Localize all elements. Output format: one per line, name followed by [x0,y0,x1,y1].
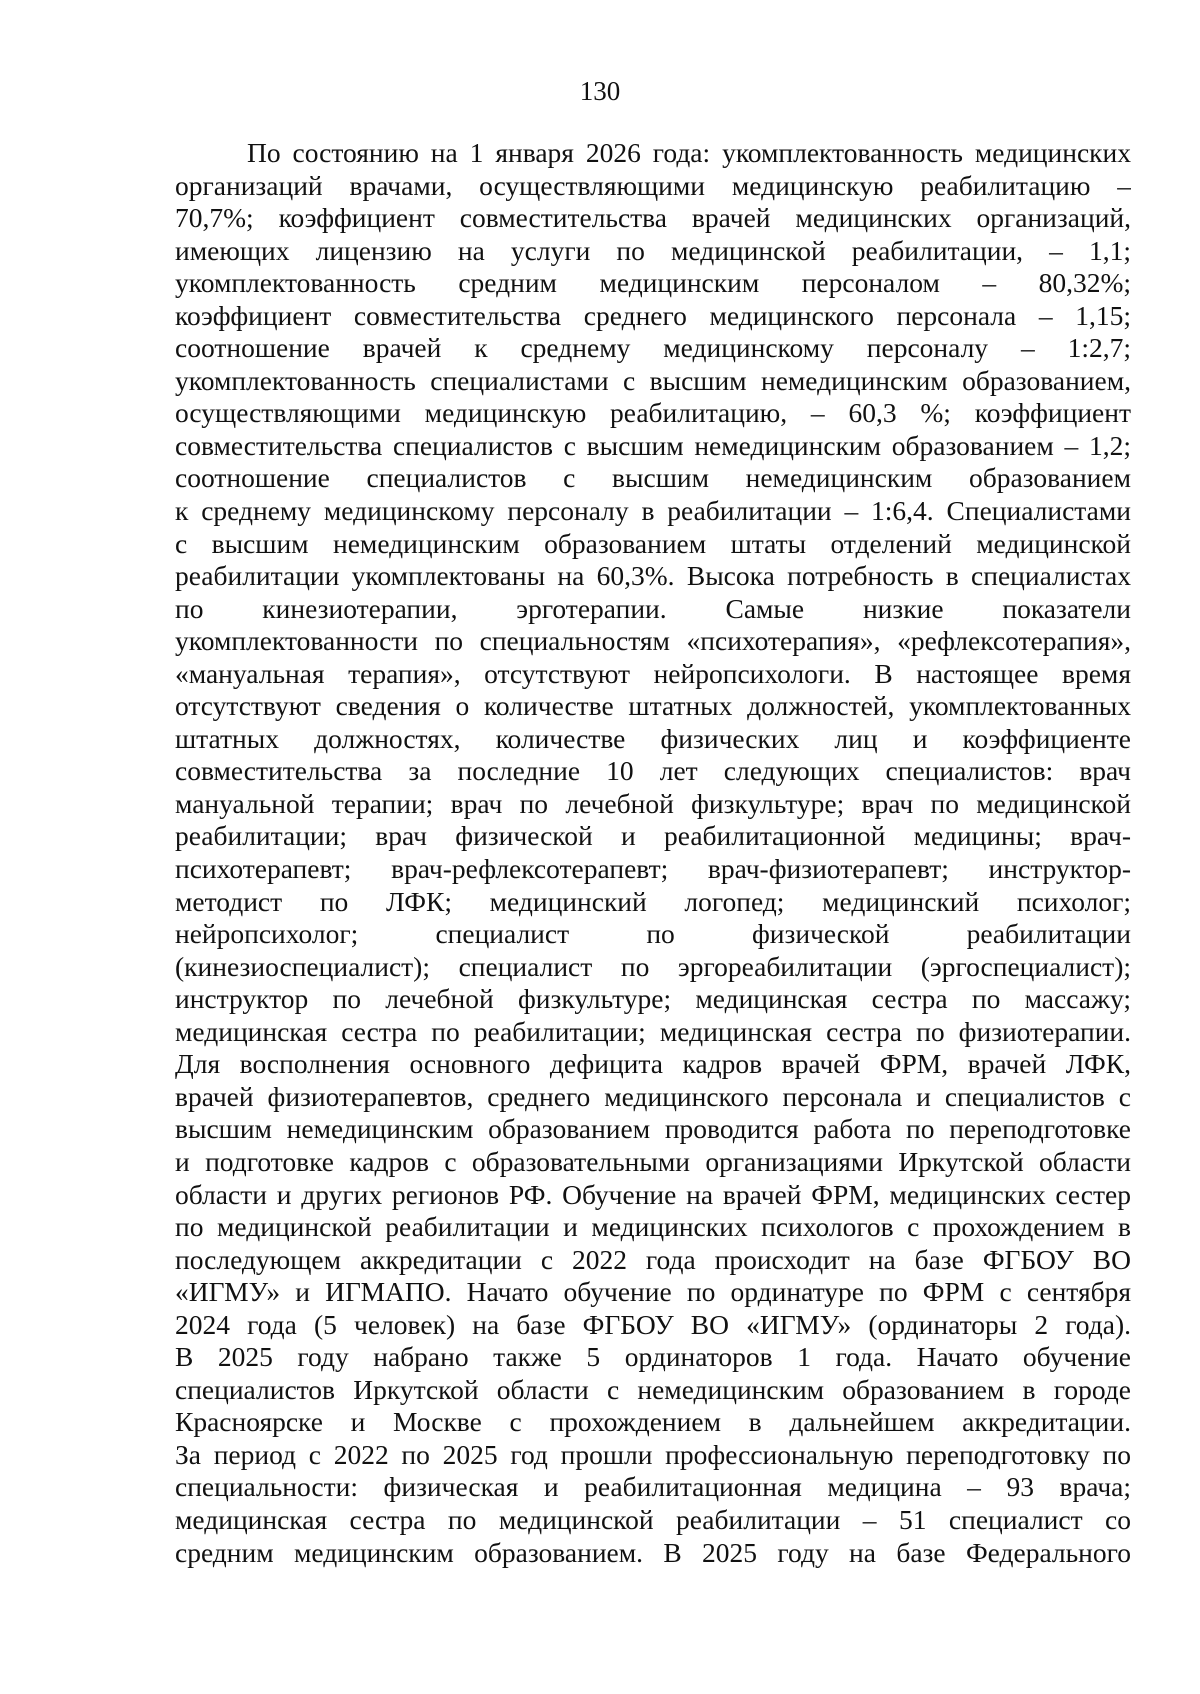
text-line: специалистов Иркутской области с немедицинским образованием в городе [175,1373,1131,1405]
text-line: Для восполнения основного дефицита кадров врачей ФРМ, врачей ЛФК, [175,1048,1131,1080]
text-line: отсутствуют сведения о количестве штатных должностей, укомплектованных [175,690,1131,722]
text-line: 2024 года (5 человек) на базе ФГБОУ ВО «ИГМУ» (ординаторы 2 года). [175,1308,1131,1340]
text-line: 70,7%; коэффициент совместительства врачей медицинских организаций, [175,202,1131,234]
text-line: За период с 2022 по 2025 год прошли профессиональную переподготовку по [175,1438,1131,1470]
text-line: по медицинской реабилитации и медицинских психологов с прохождением в [175,1211,1131,1243]
text-line: штатных должностях, количестве физических лиц и коэффициенте [175,722,1131,754]
text-line: осуществляющими медицинскую реабилитацию, – 60,3 %; коэффициент [175,397,1131,429]
text-line: нейропсихолог; специалист по физической реабилитации [175,918,1131,950]
text-line: соотношение специалистов с высшим немедицинским образованием [175,462,1131,494]
text-line: укомплектованности по специальностям «психотерапия», «рефлексотерапия», [175,625,1131,657]
text-line: (кинезиоспециалист); специалист по эргореабилитации (эргоспециалист); [175,950,1131,982]
text-line: медицинская сестра по реабилитации; медицинская сестра по физиотерапии. [175,1015,1131,1047]
text-line: врачей физиотерапевтов, среднего медицинского персонала и специалистов с [175,1080,1131,1112]
body-text [175,137,1131,1569]
text-line: последующем аккредитации с 2022 года происходит на базе ФГБОУ ВО [175,1243,1131,1275]
page-number: 130 [579,76,621,106]
text-line: мануальной терапии; врач по лечебной физкультуре; врач по медицинской [175,787,1131,819]
text-line: имеющих лицензию на услуги по медицинской реабилитации, – 1,1; [175,234,1131,266]
text-line: укомплектованность специалистами с высшим немедицинским образованием, [175,364,1131,396]
text-line: укомплектованность средним медицинским персоналом – 80,32%; [175,267,1131,299]
text-line: области и других регионов РФ. Обучение на врачей ФРМ, медицинских сестер [175,1178,1131,1210]
text-line: По состоянию на 1 января 2026 года: укомплектованность медицинских [247,137,1131,168]
text-line: «ИГМУ» и ИГМАПО. Начато обучение по ординатуре по ФРМ с сентября [175,1276,1131,1308]
text-line: В 2025 году набрано также 5 ординаторов 1 года. Начато обучение [175,1341,1131,1373]
text-line: Красноярске и Москве с прохождением в дальнейшем аккредитации. [175,1406,1131,1438]
text-line: к среднему медицинскому персоналу в реабилитации – 1:6,4. Специалистами [175,495,1131,527]
text-line: соотношение врачей к среднему медицинскому персоналу – 1:2,7; [175,332,1131,364]
text-line: средним медицинским образованием. В 2025 году на базе Федерального [175,1536,1131,1568]
text-line: по кинезиотерапии, эрготерапии. Самые низкие показатели [175,592,1131,624]
text-line: совместительства за последние 10 лет следующих специалистов: врач [175,755,1131,787]
text-line: высшим немедицинским образованием проводится работа по переподготовке [175,1113,1131,1145]
text-line: инструктор по лечебной физкультуре; медицинская сестра по массажу; [175,983,1131,1015]
text-line: коэффициент совместительства среднего медицинского персонала – 1,15; [175,299,1131,331]
text-line: методист по ЛФК; медицинский логопед; медицинский психолог; [175,885,1131,917]
text-line: реабилитации укомплектованы на 60,3%. Высока потребность в специалистах [175,560,1131,592]
text-line: совместительства специалистов с высшим немедицинским образованием – 1,2; [175,429,1131,461]
text-line: специальности: физическая и реабилитационная медицина – 93 врача; [175,1471,1131,1503]
text-line: организаций врачами, осуществляющими медицинскую реабилитацию – [175,169,1131,201]
text-line: «мануальная терапия», отсутствуют нейропсихологи. В настоящее время [175,657,1131,689]
text-line: психотерапевт; врач-рефлексотерапевт; врач-физиотерапевт; инструктор- [175,853,1131,885]
text-line: и подготовке кадров с образовательными организациями Иркутской области [175,1145,1131,1177]
text-line: с высшим немедицинским образованием штаты отделений медицинской [175,527,1131,559]
text-line: медицинская сестра по медицинской реабилитации – 51 специалист со [175,1503,1131,1535]
text-line: реабилитации; врач физической и реабилитационной медицины; врач- [175,820,1131,852]
